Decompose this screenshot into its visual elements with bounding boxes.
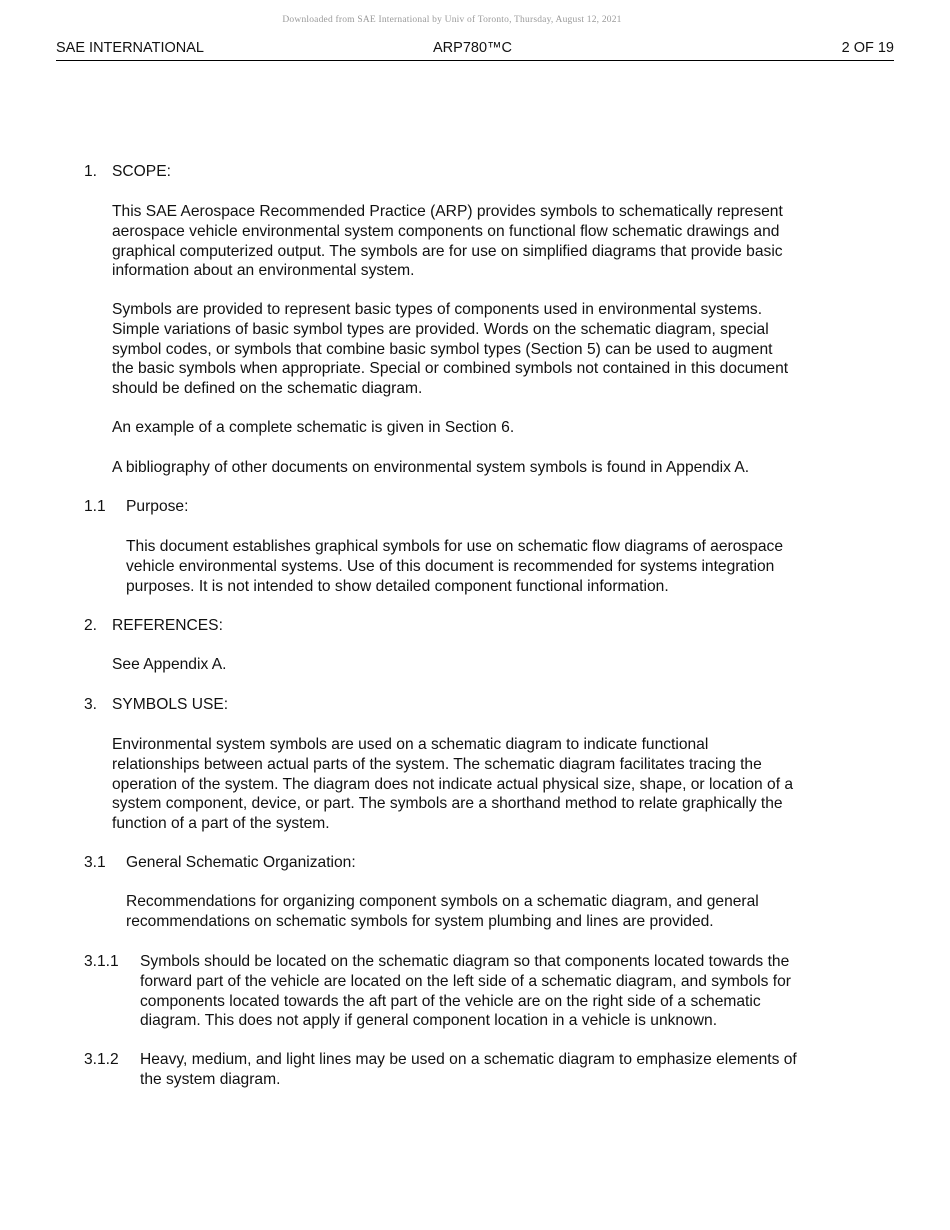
section-2-heading: REFERENCES: — [112, 617, 223, 634]
section-1-1-heading: Purpose: — [126, 498, 189, 515]
section-3-1-number: 3.1 — [84, 854, 106, 871]
section-3-1-paragraph: Recommendations for organizing component symbols on a schematic diagram, and general recommendations on schematic symbols for system plumbing and lines are provided. — [126, 893, 759, 930]
header-org: SAE INTERNATIONAL — [56, 40, 204, 56]
section-1-paragraph-4: A bibliography of other documents on environmental system symbols is found in Appendix A. — [112, 459, 750, 476]
page-header — [56, 38, 894, 61]
section-3-1-1-number: 3.1.1 — [84, 953, 119, 970]
section-1-paragraph-2: Symbols are provided to represent basic types of components used in environmental systems. Simple variations of basic symbol types are provided. Words on the schematic diagram, special symbol codes, or symbols that combine basic symbol types (Section 5) can be used to augment the basic symbols when appropriate. Special or combined symbols not contained in this document should be defined on the schematic diagram. — [112, 301, 789, 398]
section-1-heading: SCOPE: — [112, 163, 171, 180]
section-3-1-1-paragraph: Symbols should be located on the schematic diagram so that components located towards the forward part of the vehicle are located on the left side of a schematic diagram, and symbols for components located towards the aft part of the vehicle are on the right side of a schematic diagram. This does not apply if general component location in a vehicle is unknown. — [140, 953, 791, 1030]
section-3-paragraph: Environmental system symbols are used on a schematic diagram to indicate functional relationships between actual parts of the system. The schematic diagram facilitates tracing the operation of the system. The diagram does not indicate actual physical size, shape, or location of a system component, device, or part. The symbols are a shorthand method to relate graphically the function of a part of the system. — [112, 736, 794, 833]
section-1-1-number: 1.1 — [84, 498, 106, 515]
section-3-heading: SYMBOLS USE: — [112, 696, 229, 713]
section-3-1-heading: General Schematic Organization: — [126, 854, 356, 871]
section-3-number: 3. — [84, 696, 98, 713]
section-1-paragraph-3: An example of a complete schematic is given in Section 6. — [112, 419, 515, 436]
section-2-paragraph: See Appendix A. — [112, 656, 227, 673]
header-doc-id: ARP780™C — [433, 40, 512, 56]
section-1-number: 1. — [84, 163, 98, 180]
section-1-1-paragraph: This document establishes graphical symbols for use on schematic flow diagrams of aerospace vehicle environmental systems. Use of this document is recommended for systems integration purposes. It is not intended to show detailed component functional information. — [126, 538, 783, 595]
download-watermark: Downloaded from SAE International by Univ of Toronto, Thursday, August 12, 2021 — [282, 15, 622, 25]
section-1-paragraph-1: This SAE Aerospace Recommended Practice (ARP) provides symbols to schematically represent aerospace vehicle environmental system components on functional flow schematic drawings and graphical computerized output. The symbols are for use on simplified diagrams that provide basic information about an environmental system. — [112, 203, 783, 280]
header-page-number: 2 OF 19 — [841, 40, 894, 56]
section-3-1-2-number: 3.1.2 — [84, 1051, 119, 1068]
section-2-number: 2. — [84, 617, 98, 634]
section-3-1-2-paragraph: Heavy, medium, and light lines may be used on a schematic diagram to emphasize elements of the system diagram. — [140, 1051, 797, 1088]
